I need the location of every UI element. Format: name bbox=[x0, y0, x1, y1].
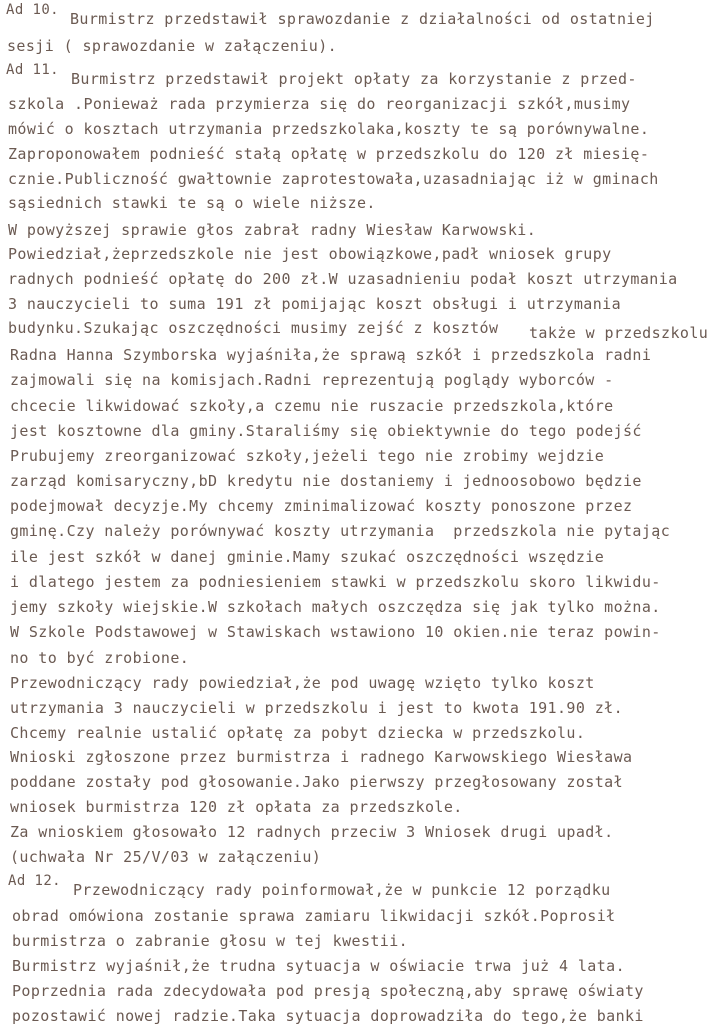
text-line: zajmowali się na komisjach.Radni reprezentują poglądy wyborców - bbox=[10, 371, 614, 389]
text-line: pozostawić nowej radzie.Taka sytuacja doprowadziła do tego,że banki bbox=[12, 1007, 644, 1025]
text-line: Chcemy realnie ustalić opłatę za pobyt dziecka w przedszkolu. bbox=[10, 724, 586, 742]
text-line: chcecie likwidować szkoły,a czemu nie ruszacie przedszkola,które bbox=[10, 397, 614, 415]
text-line: cznie.Publiczność gwałtownie zaprotestowała,uzasadniając iż w gminach bbox=[8, 170, 659, 188]
text-line: wniosek burmistrza 120 zł opłata za przedszkole. bbox=[10, 798, 463, 816]
text-line: szkola .Ponieważ rada przymierza się do reorganizacji szkół,musimy bbox=[8, 95, 631, 113]
text-line: obrad omówiona zostanie sprawa zamiaru likwidacji szkół.Poprosił bbox=[12, 907, 616, 925]
heading-ad-11: Ad 11. bbox=[6, 62, 59, 78]
text-line-continuation: także w przedszkolu bbox=[529, 324, 709, 342]
text-line: i dlatego jestem za podniesieniem stawki w przedszkolu skoro likwidu- bbox=[10, 573, 661, 591]
text-line: W Szkole Podstawowej w Stawiskach wstawiono 10 okien.nie teraz powin- bbox=[10, 623, 661, 641]
text-line: Przewodniczący rady poinformował,że w punkcie 12 porządku bbox=[73, 881, 611, 899]
heading-ad-12: Ad 12. bbox=[8, 873, 61, 889]
text-line: Poprzednia rada zdecydowała pod presją społeczną,aby sprawę oświaty bbox=[12, 982, 644, 1000]
heading-ad-10: Ad 10. bbox=[6, 2, 59, 18]
text-line: gminę.Czy należy porównywać koszty utrzymania przedszkola nie pytając bbox=[10, 522, 671, 540]
text-line: jest kosztowne dla gminy.Staraliśmy się obiektywnie do tego podejść bbox=[10, 422, 642, 440]
text-line: Radna Hanna Szymborska wyjaśniła,że sprawą szkół i przedszkola radni bbox=[10, 346, 652, 364]
text-line: radnych podnieść opłatę do 200 zł.W uzasadnieniu podał koszt utrzymania bbox=[8, 270, 678, 288]
text-line: W powyższej sprawie głos zabrał radny Wiesław Karwowski. bbox=[8, 221, 537, 239]
text-line: ile jest szkół w danej gminie.Mamy szukać oszczędności wszędzie bbox=[10, 548, 605, 566]
text-line: sesji ( sprawozdanie w załączeniu). bbox=[7, 37, 338, 55]
text-line: (uchwała Nr 25/V/03 w załączeniu) bbox=[10, 848, 322, 866]
text-line: Burmistrz przedstawił projekt opłaty za korzystanie z przed- bbox=[71, 70, 637, 88]
text-line: utrzymania 3 nauczycieli w przedszkolu i jest to kwota 191.90 zł. bbox=[10, 699, 623, 717]
text-line: 3 nauczycieli to suma 191 zł pomijając koszt obsługi i utrzymania bbox=[8, 295, 621, 313]
text-line: zarząd komisaryczny,bD kredytu nie dostaniemy i jednoosobowo będzie bbox=[10, 472, 642, 490]
text-line: sąsiednich stawki te są o wiele niższe. bbox=[8, 194, 376, 212]
text-line: Burmistrz wyjaśnił,że trudna sytuacja w oświacie trwa już 4 lata. bbox=[12, 957, 625, 975]
text-line: Wnioski zgłoszone przez burmistrza i radnego Karwowskiego Wiesława bbox=[10, 748, 633, 766]
text-line: jemy szkoły wiejskie.W szkołach małych oszczędza się jak tylko można. bbox=[10, 598, 661, 616]
text-line: mówić o kosztach utrzymania przedszkolaka,koszty te są porównywalne. bbox=[8, 120, 650, 138]
text-line: Burmistrz przedstawił sprawozdanie z działalności od ostatniej bbox=[70, 10, 655, 28]
text-line: Za wnioskiem głosowało 12 radnych przeciw 3 Wniosek drugi upadł. bbox=[10, 823, 614, 841]
text-line: Przewodniczący rady powiedział,że pod uwagę wzięto tylko koszt bbox=[10, 674, 595, 692]
text-line: Powiedział,żeprzedszkole nie jest obowiązkowe,padł wniosek grupy bbox=[8, 245, 612, 263]
text-line: no to być zrobione. bbox=[10, 649, 190, 667]
text-line: podejmował decyzje.My chcemy zminimalizować koszty ponoszone przez bbox=[10, 497, 633, 515]
text-line: poddane zostały pod głosowanie.Jako pierwszy przegłosowany został bbox=[10, 773, 623, 791]
text-line: budynku.Szukając oszczędności musimy zejść z kosztów bbox=[8, 319, 499, 337]
text-line: Prubujemy zreorganizować szkoły,jeżeli tego nie zrobimy wejdzie bbox=[10, 447, 605, 465]
text-line: burmistrza o zabranie głosu w tej kwestii. bbox=[12, 932, 409, 950]
text-line: Zaproponowałem podnieść stałą opłatę w przedszkolu do 120 zł miesię- bbox=[8, 145, 650, 163]
